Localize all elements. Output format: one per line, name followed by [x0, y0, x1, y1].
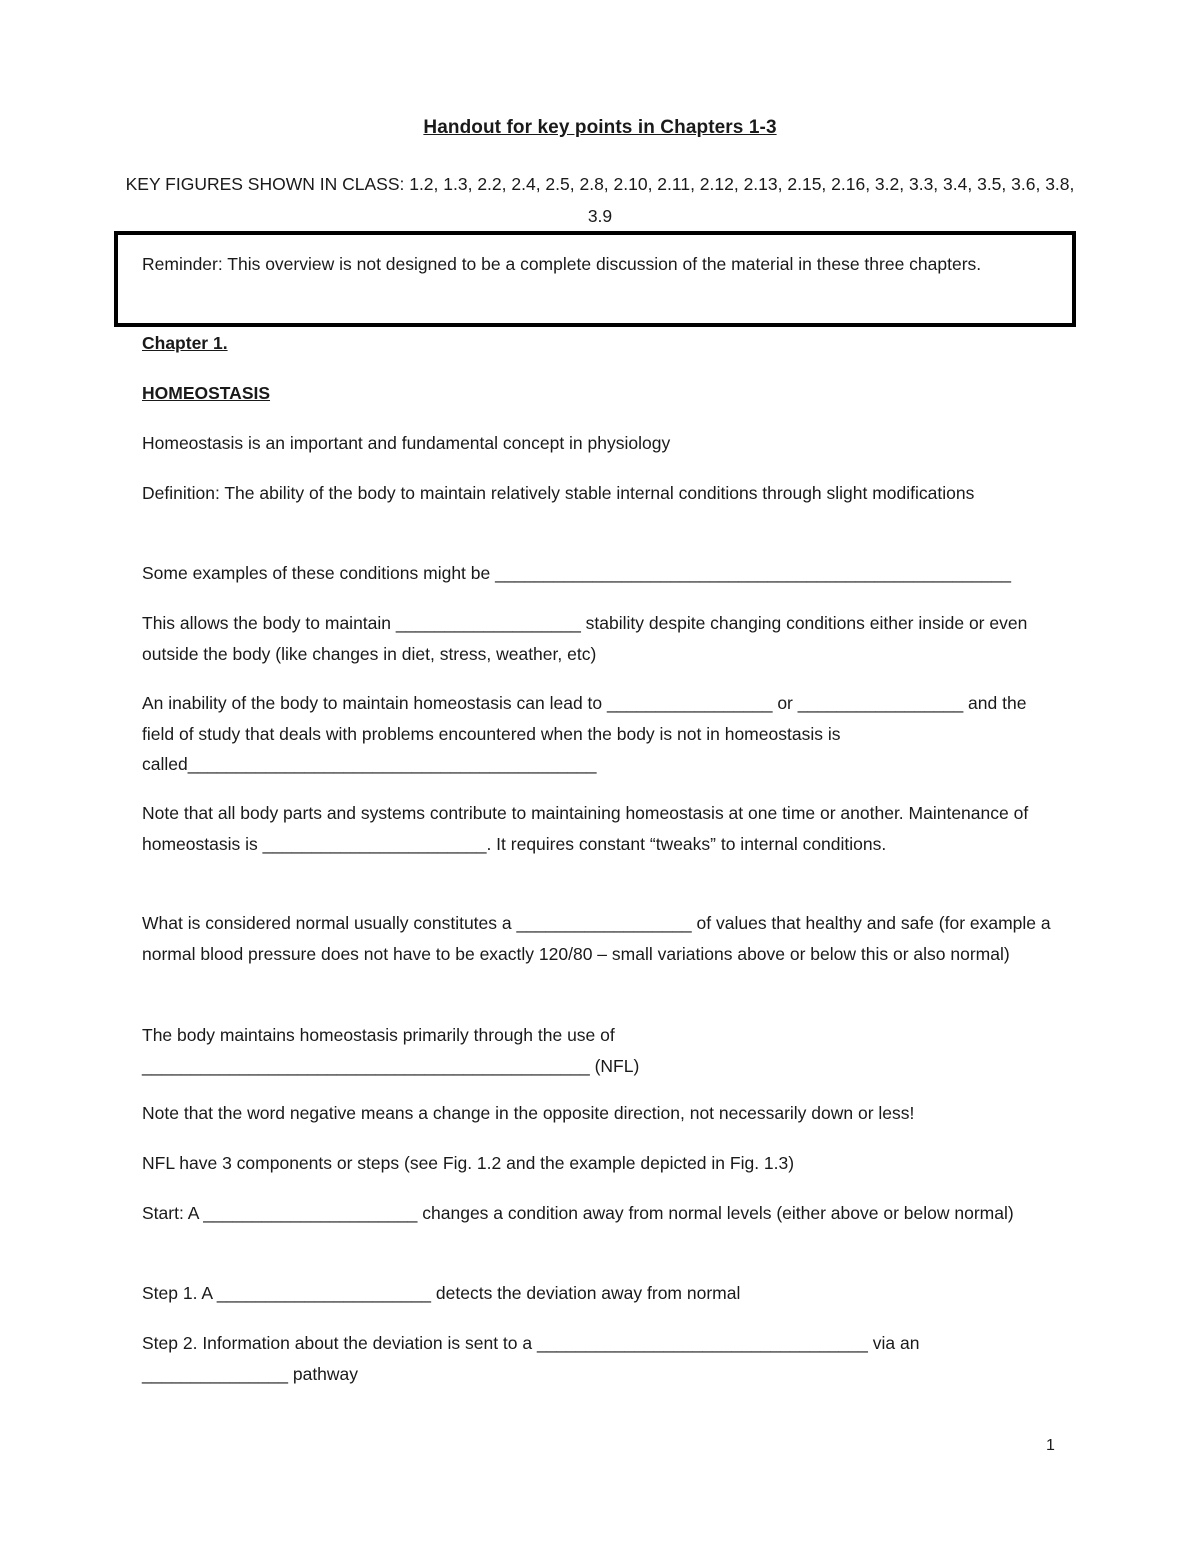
paragraph: Step 2. Information about the deviation is sent to a __________________________________ via an _______________ pathway [142, 1333, 920, 1384]
reminder-text: Reminder: This overview is not designed to be a complete discussion of the material in these three chapters. [142, 254, 982, 274]
page-title: Handout for key points in Chapters 1-3 [423, 117, 777, 138]
key-figures-list: KEY FIGURES SHOWN IN CLASS: 1.2, 1.3, 2.2, 2.4, 2.5, 2.8, 2.10, 2.11, 2.12, 2.13, 2.15, 2.16, 3.2, 3.3, 3.4, 3.5, 3.6, 3.8, 3.9 [125, 174, 1075, 226]
paragraph: Homeostasis is an important and fundamental concept in physiology [142, 433, 671, 453]
paragraph: Definition: The ability of the body to maintain relatively stable internal conditions through slight modifications [142, 483, 975, 503]
paragraph: What is considered normal usually constitutes a __________________ of values that healthy and safe (for example a normal blood pressure does not have to be exactly 120/80 – small variations above or below this or also normal) [142, 913, 1051, 964]
paragraph: This allows the body to maintain ___________________ stability despite changing conditions either inside or even outside the body (like changes in diet, stress, weather, etc) [142, 613, 1028, 664]
page-number: 1 [1046, 1437, 1055, 1454]
paragraph: Some examples of these conditions might be _____________________________________________________ [142, 563, 1011, 583]
section-heading: HOMEOSTASIS [142, 383, 271, 403]
reminder-box [114, 231, 1076, 327]
paragraph: Step 1. A ______________________ detects the deviation away from normal [142, 1283, 741, 1303]
paragraph: Note that the word negative means a change in the opposite direction, not necessarily down or less! [142, 1103, 915, 1123]
paragraph: Note that all body parts and systems contribute to maintaining homeostasis at one time or another. Maintenance of homeostasis is _______________________. It requires constant “tweaks” to internal conditions. [142, 803, 1029, 854]
paragraph: An inability of the body to maintain homeostasis can lead to _________________ or _________________ and the field of study that deals with problems encountered when the body is not in homeostasis is called__________________________________________ [142, 693, 1027, 774]
paragraph: The body maintains homeostasis primarily through the use of ______________________________________________ (NFL) [142, 1025, 640, 1076]
paragraph: Start: A ______________________ changes a condition away from normal levels (either above or below normal) [142, 1203, 1014, 1223]
chapter-heading: Chapter 1. [142, 333, 228, 353]
paragraph: NFL have 3 components or steps (see Fig. 1.2 and the example depicted in Fig. 1.3) [142, 1153, 795, 1173]
